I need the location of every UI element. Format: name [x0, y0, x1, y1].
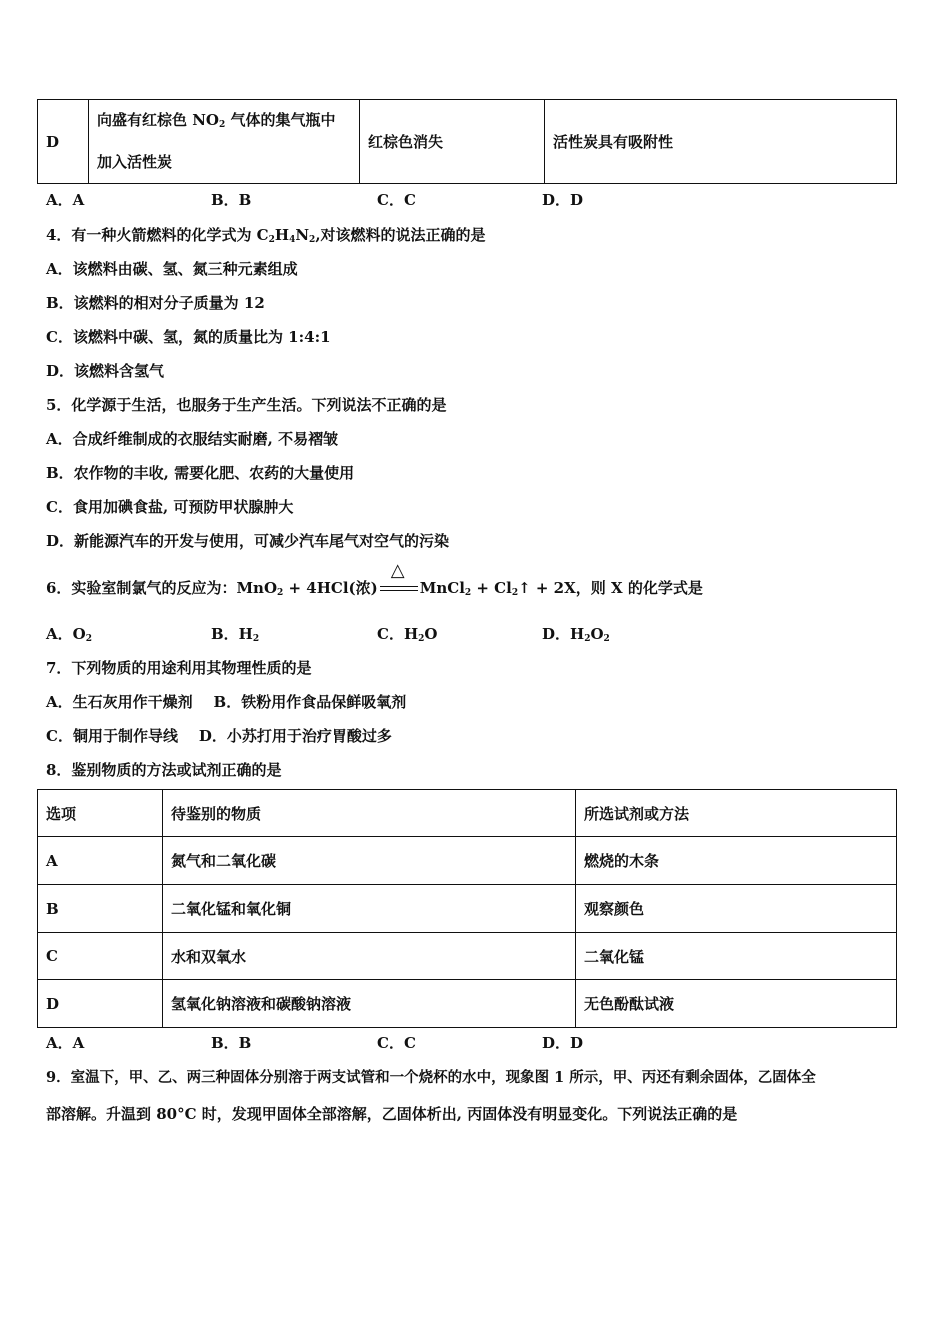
table-row — [38, 933, 897, 980]
item-text-b: 气体的集气瓶中 — [225, 111, 336, 129]
q5-option-c: C．食用加碘食盐, 可预防甲状腺肿大 — [46, 498, 294, 516]
table-cell: 氢氧化钠溶液和碳酸钠溶液 — [163, 980, 576, 1028]
q3-option-d: D．D — [542, 191, 584, 209]
table-cell-item — [89, 100, 360, 184]
table-cell: 无色酚酞试液 — [576, 980, 897, 1028]
q6-stem-b: ↑ + 2X，则 X 的化学式是 — [518, 579, 703, 597]
q5-option-b: B．农作物的丰收, 需要化肥、农药的大量使用 — [46, 464, 355, 482]
q3-option-b: B．B — [211, 191, 252, 209]
table-header-method: 所选试剂或方法 — [576, 790, 897, 837]
item-text-line2: 加入活性炭 — [97, 153, 173, 171]
q6-option-d: D．$H_2O_2$ — [542, 625, 610, 644]
item-text-a: 向盛有红棕色 NO — [97, 111, 220, 129]
q4-stem-b: ,对该燃料的说法正确的是 — [315, 226, 486, 244]
q9-stem-line2: 部溶解。升温到 80°C 时，发现甲固体全部溶解，乙固体析出, 丙固体没有明显变化。下列说法正确的是 — [46, 1105, 738, 1123]
q5-stem: 5．化学源于生活，也服务于生产生活。下列说法不正确的是 — [46, 396, 447, 414]
table-header-option: 选项 — [38, 790, 163, 837]
table-cell: A — [38, 837, 163, 885]
q6-sub-2: 2 — [464, 588, 472, 598]
table-row — [38, 790, 897, 837]
q8-stem: 8．鉴别物质的方法或试剂正确的是 — [46, 761, 282, 779]
q3-option-c: C．C — [377, 191, 416, 209]
table-cell-letter: D — [38, 100, 89, 184]
q6-stem-a: 6．实验室制氯气的反应为：MnO — [46, 579, 278, 597]
q6-option-b: B．$H_2$ — [211, 625, 260, 644]
q6-mid-1: + 4HCl(浓) — [283, 579, 378, 597]
item-sub: 2 — [219, 120, 226, 130]
q4-option-b: B．该燃料的相对分子质量为 12 — [46, 294, 265, 312]
table-cell: 二氧化锰 — [576, 933, 897, 980]
q4-mid-2: N — [295, 226, 310, 244]
table-cell-conclusion: 活性炭具有吸附性 — [545, 100, 897, 184]
table-cell: 燃烧的木条 — [576, 837, 897, 885]
q7-options-line1: A．生石灰用作干燥剂 B．铁粉用作食品保鲜吸氧剂 — [46, 693, 407, 711]
table-row — [38, 100, 897, 184]
q4-option-a: A．该燃料由碳、氢、氮三种元素组成 — [46, 260, 298, 278]
table-cell-phenomenon: 红棕色消失 — [360, 100, 545, 184]
table-cell: D — [38, 980, 163, 1028]
q8-option-a: A．A — [46, 1034, 85, 1052]
heat-condition-sign — [380, 560, 418, 596]
q6-option-a: A．$O_2$ — [46, 625, 92, 644]
heat-triangle-icon: △ — [390, 560, 405, 581]
q4-sub-2: 4 — [289, 235, 296, 245]
q9-stem-line1: 9．室温下，甲、乙、两三种固体分别溶于两支试管和一个烧杯的水中，现象图 1 所示，甲、丙还有剩余固体，乙固体全 — [46, 1069, 816, 1086]
table-cell: 水和双氧水 — [163, 933, 576, 980]
table-row — [38, 837, 897, 885]
q8-option-b: B．B — [211, 1034, 252, 1052]
table-cell: C — [38, 933, 163, 980]
q5-option-d: D．新能源汽车的开发与使用，可减少汽车尾气对空气的污染 — [46, 532, 450, 550]
q5-option-a: A．合成纤维制成的衣服结实耐磨, 不易褶皱 — [46, 430, 339, 448]
q3-table — [37, 99, 897, 184]
q6-option-c: C．$H_2O$ — [377, 625, 438, 644]
q6-mid-3: + Cl — [471, 579, 512, 597]
table-row — [38, 980, 897, 1028]
q4-option-d: D．该燃料含氢气 — [46, 362, 165, 380]
q7-options-line2: C．铜用于制作导线 D．小苏打用于治疗胃酸过多 — [46, 727, 392, 745]
q7-stem: 7．下列物质的用途利用其物理性质的是 — [46, 659, 312, 677]
table-row — [38, 885, 897, 933]
q4-sub-1: 2 — [268, 235, 275, 245]
q6-sub-3: 2 — [511, 588, 519, 598]
table-cell: 氮气和二氧化碳 — [163, 837, 576, 885]
q3-option-a: A．A — [46, 191, 85, 209]
table-cell: B — [38, 885, 163, 933]
q8-option-d: D．D — [542, 1034, 584, 1052]
q4-stem — [46, 224, 486, 245]
q8-option-c: C．C — [377, 1034, 416, 1052]
q6-stem — [46, 560, 703, 598]
table-cell: 观察颜色 — [576, 885, 897, 933]
q4-sub-3: 2 — [309, 235, 316, 245]
table-cell: 二氧化锰和氧化铜 — [163, 885, 576, 933]
q6-sub-1: 2 — [277, 588, 284, 598]
q6-mid-2: MnCl — [419, 579, 465, 597]
table-header-substances: 待鉴别的物质 — [163, 790, 576, 837]
q4-stem-a: 4．有一种火箭燃料的化学式为 C — [46, 226, 269, 244]
q8-table — [37, 789, 897, 1028]
q4-option-c: C．该燃料中碳、氢，氮的质量比为 1:4:1 — [46, 328, 331, 346]
q4-mid-1: H — [274, 226, 290, 244]
